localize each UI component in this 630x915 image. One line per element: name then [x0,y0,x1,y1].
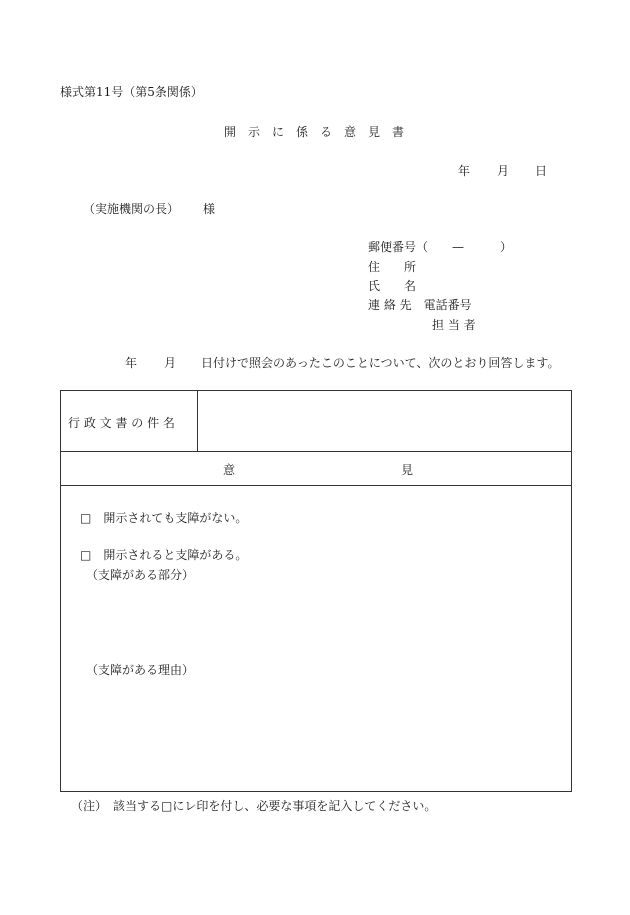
option-no-hindrance[interactable]: □ 開示されても支障がない。 [80,511,248,525]
addressee-honorific: 様 [203,202,216,216]
contact-line: 連 絡 先 電話番号 [368,298,472,312]
postal-code-line: 郵便番号（ — ） [368,240,513,254]
body-year: 年 [125,356,138,370]
table-divider-vertical [197,391,198,451]
body-month: 月 [164,356,177,370]
address-line: 住 所 [368,260,417,274]
opinion-header-1: 意 [223,463,236,477]
opinion-header-2: 見 [401,463,414,477]
table-divider-1 [61,451,571,452]
person-in-charge-line: 担 当 者 [432,318,476,332]
addressee-label: （実施機関の長） [83,202,180,216]
date-day: 日 [535,164,548,178]
table-divider-2 [61,485,571,486]
opinion-table [60,390,572,792]
name-line: 氏 名 [368,279,417,293]
date-year: 年 [458,164,471,178]
hindrance-reason-label: （支障がある理由） [86,663,195,677]
document-title: 開 示 に 係 る 意 見 書 [224,125,405,139]
note-text: （注） 該当する□にレ印を付し、必要な事項を記入してください。 [71,799,437,813]
date-month: 月 [497,164,510,178]
document-name-label: 行 政 文 書 の 件 名 [68,416,175,430]
form-number: 様式第11号（第5条関係） [60,85,203,99]
body-text: 日付けで照会のあったこのことについて、次のとおり回答します。 [201,356,560,370]
hindrance-part-label: （支障がある部分） [86,568,195,582]
option-hindrance[interactable]: □ 開示されると支障がある。 [80,548,248,562]
